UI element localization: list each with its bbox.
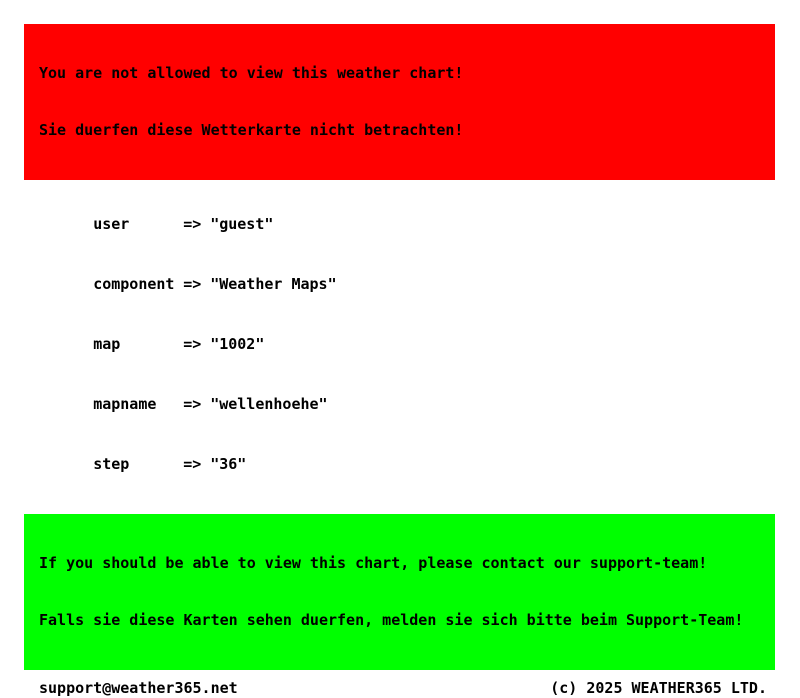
- support-line-en: If you should be able to view this chart, please contact our support-team!: [39, 554, 708, 572]
- page-content: [24, 24, 775, 698]
- access-denied-line-de: Sie duerfen diese Wetterkarte nicht betrachten!: [39, 121, 464, 139]
- footer: [24, 678, 775, 698]
- arrow-separator: =>: [183, 275, 202, 293]
- detail-row-component: [39, 254, 775, 314]
- detail-value: "Weather Maps": [210, 275, 337, 293]
- detail-key: step: [93, 455, 130, 473]
- detail-value: "wellenhoehe": [210, 395, 328, 413]
- arrow-separator: =>: [183, 335, 202, 353]
- detail-key: mapname: [93, 395, 157, 413]
- detail-row-user: [39, 194, 775, 254]
- detail-value: "1002": [210, 335, 265, 353]
- detail-key: user: [93, 215, 130, 233]
- request-details-list: [24, 194, 775, 494]
- copyright-text: (c) 2025 WEATHER365 LTD.: [550, 679, 767, 697]
- detail-value: "guest": [210, 215, 274, 233]
- support-contact-banner: [24, 514, 775, 670]
- access-denied-line-en: You are not allowed to view this weather chart!: [39, 64, 464, 82]
- detail-row-mapname: [39, 374, 775, 434]
- arrow-separator: =>: [183, 455, 202, 473]
- detail-row-map: [39, 314, 775, 374]
- detail-key: component: [93, 275, 175, 293]
- detail-row-step: [39, 434, 775, 494]
- arrow-separator: =>: [183, 395, 202, 413]
- support-email: support@weather365.net: [39, 679, 238, 697]
- arrow-separator: =>: [183, 215, 202, 233]
- detail-value: "36": [210, 455, 247, 473]
- detail-key: map: [93, 335, 121, 353]
- access-denied-banner: [24, 24, 775, 180]
- support-line-de: Falls sie diese Karten sehen duerfen, melden sie sich bitte beim Support-Team!: [39, 611, 744, 629]
